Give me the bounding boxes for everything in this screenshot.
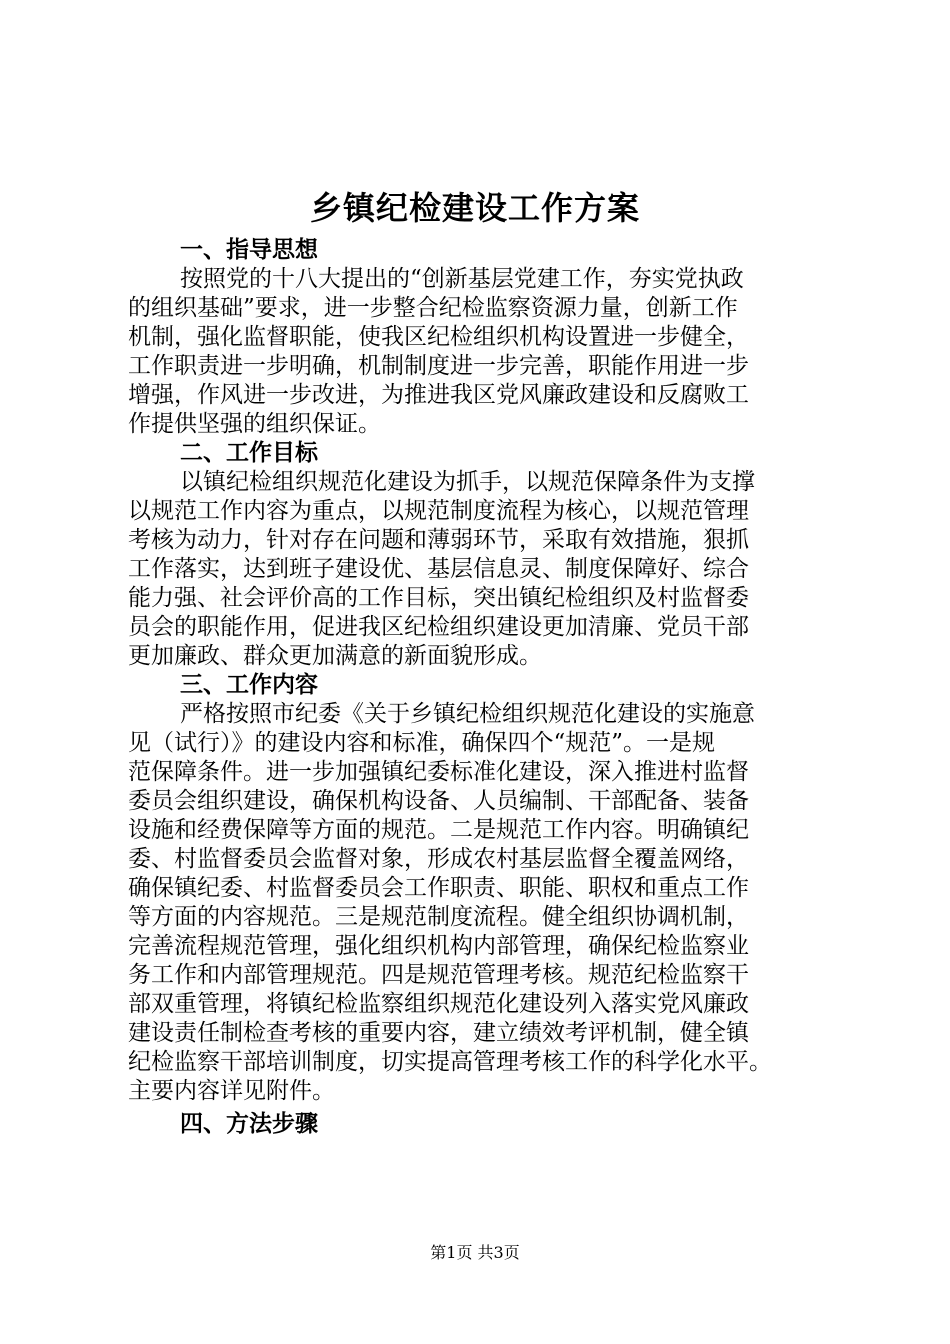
paragraph-line: 务工作和内部管理规范。四是规范管理考核。规范纪检监察干 <box>128 962 749 988</box>
paragraph-line: 工作落实，达到班子建设优、基层信息灵、制度保障好、综合 <box>128 556 749 582</box>
paragraph-line: 增强，作风进一步改进，为推进我区党风廉政建设和反腐败工 <box>128 382 749 408</box>
paragraph-line: 委、村监督委员会监督对象，形成农村基层监督全覆盖网络， <box>128 846 749 872</box>
paragraph-line: 范保障条件。进一步加强镇纪委标准化建设，深入推进村监督 <box>128 759 749 785</box>
paragraph-line: 严格按照市纪委《关于乡镇纪检组织规范化建设的实施意 <box>180 701 755 727</box>
paragraph-line: 作提供坚强的组织保证。 <box>128 411 381 437</box>
paragraph-line: 确保镇纪委、村监督委员会工作职责、职能、职权和重点工作 <box>128 875 749 901</box>
paragraph-line: 以规范工作内容为重点，以规范制度流程为核心，以规范管理 <box>128 498 749 524</box>
section-heading: 二、工作目标 <box>180 440 318 466</box>
paragraph-line: 完善流程规范管理，强化组织机构内部管理，确保纪检监察业 <box>128 933 749 959</box>
document-title: 乡镇纪检建设工作方案 <box>309 189 640 227</box>
paragraph-line: 的组织基础”要求，进一步整合纪检监察资源力量，创新工作 <box>128 295 738 321</box>
paragraph-line: 纪检监察干部培训制度，切实提高管理考核工作的科学化水平。 <box>128 1049 772 1075</box>
paragraph-line: 机制，强化监督职能，使我区纪检组织机构设置进一步健全， <box>128 324 749 350</box>
paragraph-line: 部双重管理，将镇纪检监察组织规范化建设列入落实党风廉政 <box>128 991 749 1017</box>
paragraph-line: 见（试行）》的建设内容和标准，确保四个“规范”。一是规 <box>128 730 716 756</box>
section-heading: 四、方法步骤 <box>180 1111 318 1137</box>
section-paragraph <box>128 265 832 439</box>
paragraph-line: 建设责任制检查考核的重要内容，建立绩效考评机制，健全镇 <box>128 1020 749 1046</box>
section-heading: 三、工作内容 <box>180 672 318 698</box>
paragraph-line: 以镇纪检组织规范化建设为抓手，以规范保障条件为支撑 <box>180 469 755 495</box>
paragraph-line: 更加廉政、群众更加满意的新面貌形成。 <box>128 643 542 669</box>
section-guiding-ideology <box>128 236 832 439</box>
paragraph-line: 考核为动力，针对存在问题和薄弱环节，采取有效措施，狠抓 <box>128 527 749 553</box>
section-paragraph <box>128 700 832 1106</box>
paragraph-line: 设施和经费保障等方面的规范。二是规范工作内容。明确镇纪 <box>128 817 749 843</box>
paragraph-line: 委员会组织建设，确保机构设备、人员编制、干部配备、装备 <box>128 788 749 814</box>
section-methods-steps <box>128 1110 832 1139</box>
section-heading: 一、指导思想 <box>180 237 318 263</box>
section-work-content <box>128 671 832 1106</box>
page-footer: 第1页 共3页 <box>430 1243 520 1262</box>
section-work-goals <box>128 439 832 671</box>
paragraph-line: 等方面的内容规范。三是规范制度流程。健全组织协调机制， <box>128 904 749 930</box>
document-body <box>128 236 832 1139</box>
paragraph-line: 按照党的十八大提出的“创新基层党建工作，夯实党执政 <box>180 266 744 292</box>
paragraph-line: 员会的职能作用，促进我区纪检组织建设更加清廉、党员干部 <box>128 614 749 640</box>
paragraph-line: 能力强、社会评价高的工作目标，突出镇纪检组织及村监督委 <box>128 585 749 611</box>
paragraph-line: 工作职责进一步明确，机制制度进一步完善，职能作用进一步 <box>128 353 749 379</box>
section-paragraph <box>128 468 832 671</box>
paragraph-line: 主要内容详见附件。 <box>128 1078 335 1104</box>
